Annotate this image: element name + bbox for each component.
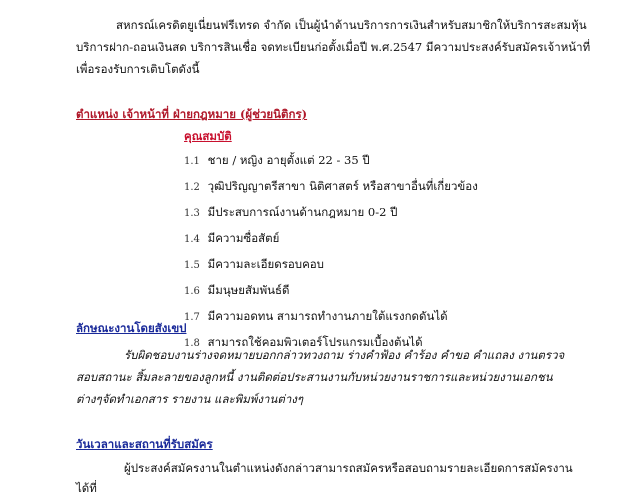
qualification-text: มีความละเอียดรอบคอบ [207, 257, 324, 271]
application-text: ผู้ประสงค์สมัครงานในตำแหน่งดังกล่าวสามารถสมัครหรือสอบถามรายละเอียดการสมัครงานได้ที่ [76, 461, 573, 495]
qualification-text: มีความอดทน สามารถทำงานภายใต้แรงกดดันได้ [207, 309, 448, 323]
qualification-number: 1.7 [184, 312, 200, 323]
position-title: ตำแหน่ง เจ้าหน้าที่ ฝ่ายกฎหมาย (ผู้ช่วยนิติกร) [76, 107, 308, 121]
qualification-number: 1.1 [184, 156, 200, 167]
qualification-number: 1.6 [184, 286, 200, 297]
qualifications-heading: คุณสมบัติ [184, 129, 232, 143]
job-summary-heading: ลักษณะงานโดยสังเขป [76, 321, 187, 335]
qualification-number: 1.5 [184, 260, 200, 271]
qualifications-list [184, 150, 478, 358]
qualification-item [184, 150, 478, 176]
intro-paragraph: สหกรณ์เครดิตยูเนี่ยนฟรีเทรด จำกัด เป็นผู้นำด้านบริการการเงินสำหรับสมาชิกให้บริการสะสมหุ้น บริการฝาก-ถอนเงินสด บริการสินเชื่อ จดทะเบียนก่อตั้งเมื่อปี พ.ศ.2547 มีความประสงค์รับสมัครเจ้าหน้าที่เพื่อรองรับการเติบโตดังนี้ [76, 18, 591, 76]
qualification-text: ชาย / หญิง อายุตั้งแต่ 22 - 35 ปี [207, 153, 370, 167]
job-summary-text: รับผิดชอบงานร่างจดหมายบอกกล่าวทวงถาม ร่างคำฟ้อง คำร้อง คำขอ คำแถลง งานตรวจสอบสถานะ สิ้มละลายของลูกหนี้ งานติดต่อประสานงานกับหน่วยงานราชการและหน่วยงานเอกชนต่างๆจัดทำเอกสาร รายงาน และพิมพ์งานต่างๆ [76, 348, 565, 406]
qualification-number: 1.8 [184, 338, 200, 349]
qualification-text: สามารถใช้คอมพิวเตอร์โปรแกรมเบื้องต้นได้ [207, 335, 423, 349]
qualification-text: มีความซื่อสัตย์ [207, 231, 280, 245]
qualification-item [184, 228, 478, 254]
qualification-item [184, 280, 478, 306]
qualification-item [184, 202, 478, 228]
qualification-text: มีประสบการณ์งานด้านกฎหมาย 0-2 ปี [207, 205, 398, 219]
qualification-item [184, 176, 478, 202]
application-heading: วันเวลาและสถานที่รับสมัคร [76, 437, 213, 451]
qualification-number: 1.3 [184, 208, 200, 219]
qualification-text: วุฒิปริญญาตรีสาขา นิติศาสตร์ หรือสาขาอื่นที่เกี่ยวข้อง [207, 179, 478, 193]
qualification-number: 1.2 [184, 182, 200, 193]
qualification-item [184, 254, 478, 280]
qualification-item [184, 306, 478, 332]
qualification-number: 1.4 [184, 234, 200, 245]
qualification-text: มีมนุษยสัมพันธ์ดี [207, 283, 290, 297]
